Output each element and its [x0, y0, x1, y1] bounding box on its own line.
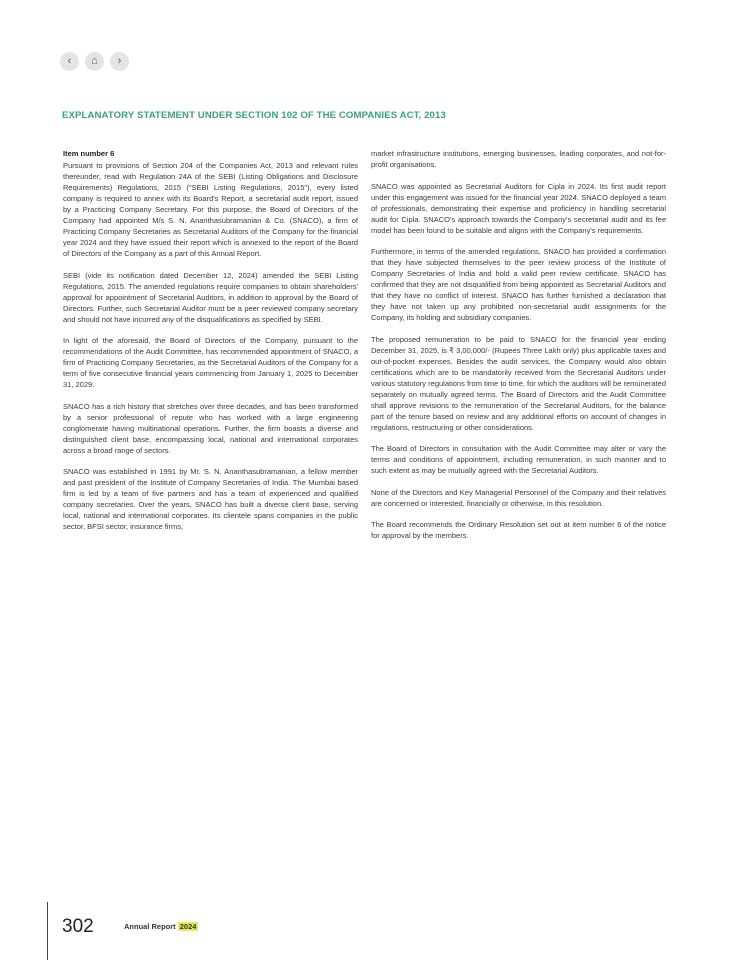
paragraph: The proposed remuneration to be paid to SNACO for the financial year ending December 31, 2025, is ₹ 3,00,000/- (Rupees Three Lakh only) plus applicable taxes and out-of-pocket expenses. Besides the audit services, the Company would also obtain certifications which are to be mandatorily received from the Secretarial Auditors under various statutory regulations from time to time, for which the auditors will be remunerated separately on mutually agreed terms. The Board of Directors and the Audit Committee shall approve revisions to the remuneration of the Secretarial Auditors, for the balance part of the tenure based on review and any additional efforts on account of changes in regulations, restructuring or other considerations. — [371, 334, 666, 432]
paragraph: SEBI (vide its notification dated December 12, 2024) amended the SEBI Listing Regulations, 2015. The amended regulations require companies to obtain shareholders' approval for appointment of Secretarial Auditors, in addition to approval by the Board of Directors. Further, such Secretarial Auditor must be a peer reviewed company secretary and should not have incurred any of the disqualifications as specified by SEBI. — [63, 270, 358, 324]
next-page-button[interactable] — [110, 52, 129, 71]
paragraph: None of the Directors and Key Managerial Personnel of the Company and their relatives are concerned or interested, financially or otherwise, in this resolution. — [371, 487, 666, 508]
left-column — [63, 148, 358, 543]
paragraph: Pursuant to provisions of Section 204 of the Companies Act, 2013 and relevant rules thereunder, read with Regulation 24A of the SEBI (Listing Obligations and Disclosure Requirements) Regulations, 2015 ("SEBI Listing Regulations, 2015"), every listed company is required to annex with its Board's Report, a secretarial audit report, issued by a Practicing Company Secretary. For this purpose, the Board of Directors of the Company had appointed M/s S. N. Ananthasubramanian & Co. (SNACO), a firm of Practicing Company Secretaries as Secretarial Auditors of the Company for the financial year 2024 and they have issued their report which is annexed to the report of the Board of Directors of the Company as a part of this Annual Report. — [63, 161, 358, 258]
paragraph: Furthermore, in terms of the amended regulations, SNACO has provided a confirmation that they have subjected themselves to the peer review process of the Institute of Company Secretaries of India and hold a valid peer review certificate. SNACO has confirmed that they are not disqualified from being appointed as Secretarial Auditors and that they have no conflict of interest. SNACO has further furnished a declaration that they have not taken up any prohibited non-secretarial audit assignments for the Company, its holding and subsidiary companies. — [371, 247, 666, 322]
paragraph: SNACO was appointed as Secretarial Auditors for Cipla in 2024. Its first audit report under this engagement was issued for the financial year 2024. SNACO deployed a team of professionals, demonstrating their expertise and proficiency in handling secretarial audit for Cipla. SNACO's approach towards the Company's secretarial audit and its fee model has been found to be suitable and aligns with the Company's requirements. — [371, 181, 666, 235]
home-button[interactable] — [85, 52, 104, 71]
paragraph: The Board of Directors in consultation with the Audit Committee may alter or vary the terms and conditions of appointment, including remuneration, in such manner and to such extent as may be mutually agreed with the Secretarial Auditors. — [371, 444, 666, 475]
paragraph: SNACO has a rich history that stretches over three decades, and has been transformed by a senior professional of repute who has worked with a large engineering conglomerate having multinational operations. Further, the firm boasts a diverse and distinguished client base, encompassing local, national and international corporates across a broad range of sectors. — [63, 401, 358, 455]
footer-divider — [47, 902, 48, 960]
paragraph: The Board recommends the Ordinary Resolution set out at item number 6 of the notice for approval by the members. — [371, 520, 666, 540]
right-column — [371, 148, 666, 552]
chevron-left-icon: ‹ — [67, 55, 72, 67]
report-title: Annual Report — [124, 922, 176, 931]
item-number: Item number 6 — [63, 149, 115, 158]
report-label — [124, 922, 198, 931]
paragraph: SNACO was established in 1991 by Mr. S. N. Ananthasubramanian, a fellow member and past president of the Institute of Company Secretaries of India. The Mumbai based firm is led by a team of five partners and has a team of experienced and qualified company secretaries. Over the years, SNACO has built a diverse client base, serving local, national and international corporates. Its clientele spans companies in the public sector, BFSI sector, insurance firms, — [63, 467, 358, 531]
home-icon: ⌂ — [91, 55, 98, 67]
paragraph: In light of the aforesaid, the Board of Directors of the Company, pursuant to the recommendations of the Audit Committee, has recommended appointment of SNACO, a firm of Practicing Company Secretaries, as the Secretarial Auditors of the Company for a term of five consecutive financial years commencing from January 1, 2025 to December 31, 2029. — [63, 336, 358, 389]
report-year: 2024 — [179, 922, 197, 931]
nav-buttons — [60, 52, 129, 71]
section-heading: EXPLANATORY STATEMENT UNDER SECTION 102 OF THE COMPANIES ACT, 2013 — [62, 110, 446, 121]
previous-page-button[interactable] — [60, 52, 79, 71]
chevron-right-icon: › — [117, 55, 122, 67]
page-number: 302 — [62, 916, 94, 937]
paragraph: market infrastructure institutions, emerging businesses, leading corporates, and not-for-profit organisations. — [371, 149, 666, 169]
